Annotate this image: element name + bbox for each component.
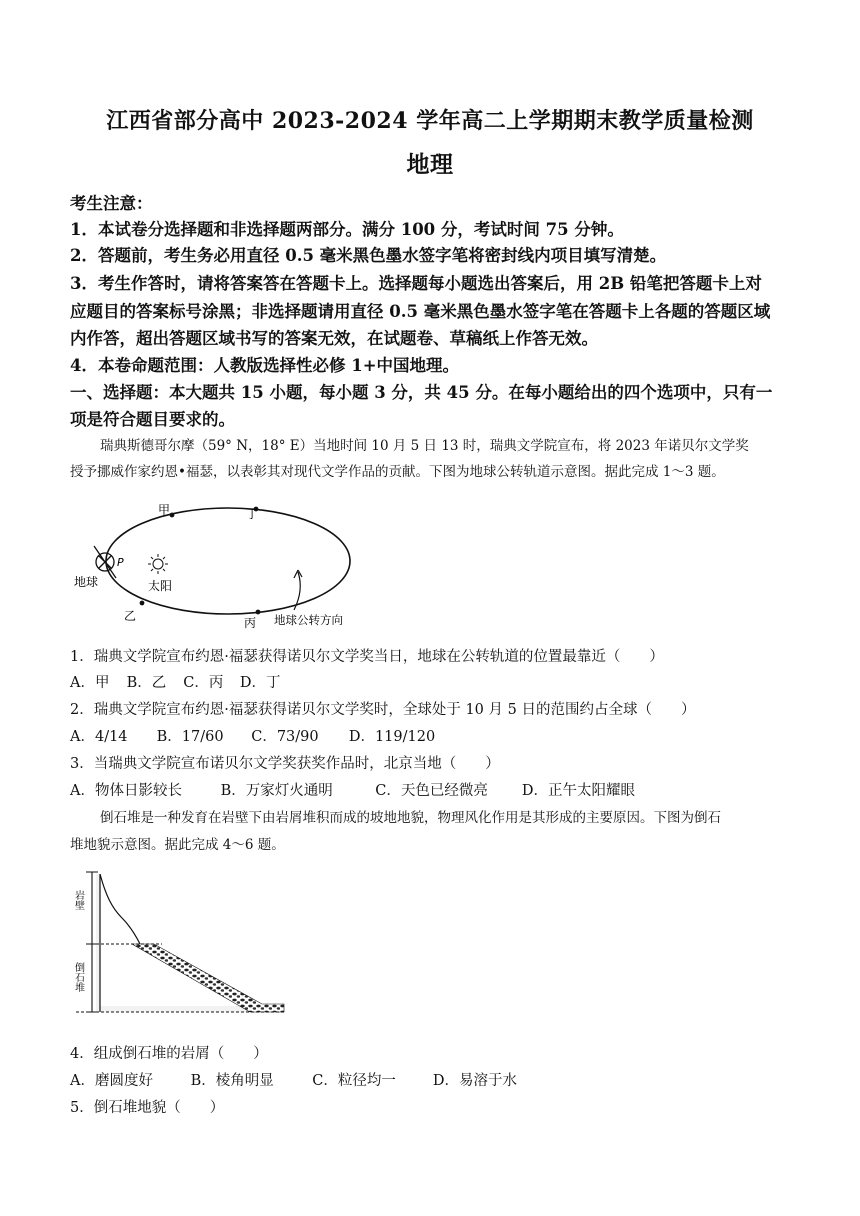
label-scree: 倒石堆 <box>72 962 84 992</box>
cliff-face <box>100 874 140 944</box>
question-options <box>70 779 635 800</box>
label-p: P <box>117 556 124 569</box>
scree-pile <box>132 944 284 1012</box>
notice-item: 3．考生作答时，请将答案答在答题卡上。选择题每小题选出答案后，用 2B 铅笔把答题卡上对 <box>70 274 762 293</box>
label-direction: 地球公转方向 <box>274 613 343 627</box>
section-heading: 项是符合题目要求的。 <box>70 410 235 429</box>
option-d: D．丁 <box>239 675 281 691</box>
question-options <box>70 671 280 692</box>
question-stem: 4．组成倒石堆的岩屑（ ） <box>70 1046 268 1062</box>
passage-text: 授予挪威作家约恩•福瑟，以表彰其对现代文学作品的贡献。下图为地球公转轨道示意图。据此完成 1～3 题。 <box>70 464 725 480</box>
option-c: C．丙 <box>183 675 224 691</box>
option-d: D．易溶于水 <box>432 1073 517 1089</box>
rock-base <box>96 874 282 1012</box>
question-options <box>70 725 435 746</box>
option-b: B．万家灯火通明 <box>220 783 333 799</box>
question-stem: 3．当瑞典文学院宣布诺贝尔文学奖获奖作品时，北京当地（ ） <box>70 756 500 772</box>
sun-icon <box>148 554 168 574</box>
label-cliff: 岩壁 <box>72 890 84 910</box>
label-sun: 太阳 <box>148 579 173 593</box>
subject-title: 地理 <box>406 151 454 178</box>
label-ding: 丁 <box>246 507 259 521</box>
passage-text: 瑞典斯德哥尔摩（59° N，18° E）当地时间 10 月 5 日 13 时，瑞典文学院宣布，将 2023 年诺贝尔文学奖 <box>100 438 749 454</box>
option-c: C．粒径均一 <box>312 1073 396 1089</box>
notice-item: 1．本试卷分选择题和非选择题两部分。满分 100 分，考试时间 75 分钟。 <box>70 220 624 239</box>
question-stem: 2．瑞典文学院宣布约恩·福瑟获得诺贝尔文学奖时，全球处于 10 月 5 日的范围约占全球（ ） <box>70 702 696 718</box>
orbit-ellipse <box>106 508 350 614</box>
notice-item: 2．答题前，考生务必用直径 0.5 毫米黑色墨水签字笔将密封线内项目填写清楚。 <box>70 246 667 265</box>
option-b: B．棱角明显 <box>190 1073 274 1089</box>
option-c: C．73/90 <box>251 729 319 745</box>
passage-text: 倒石堆是一种发育在岩壁下由岩屑堆积而成的坡地地貌，物理风化作用是其形成的主要原因。下图为倒石 <box>100 810 721 826</box>
option-d: D．119/120 <box>348 729 436 745</box>
label-yi: 乙 <box>124 609 137 623</box>
option-a: A．磨圆度好 <box>70 1073 153 1089</box>
question-stem: 5．倒石堆地貌（ ） <box>70 1100 225 1116</box>
passage-text: 堆地貌示意图。据此完成 4～6 题。 <box>70 837 285 853</box>
notice-item: 应题目的答案标号涂黑；非选择题请用直径 0.5 毫米黑色墨水签字笔在答题卡上各题的答题区域 <box>70 302 771 321</box>
notice-item: 内作答，超出答题区域书写的答案无效，在试题卷、草稿纸上作答无效。 <box>70 329 598 348</box>
exam-title: 江西省部分高中 2023-2024 学年高二上学期期末教学质量检测 <box>106 108 754 134</box>
label-bing: 丙 <box>244 616 257 630</box>
label-earth: 地球 <box>74 575 99 589</box>
earth-icon <box>94 546 116 578</box>
notice-heading: 考生注意： <box>70 194 153 213</box>
orbit-point-jia <box>170 513 175 518</box>
option-c: C．天色已经微亮 <box>375 783 488 799</box>
orbit-diagram <box>68 500 378 632</box>
notice-item: 4．本卷命题范围：人教版选择性必修 1+中国地理。 <box>70 356 460 375</box>
section-heading: 一、选择题：本大题共 15 小题，每小题 3 分，共 45 分。在每小题给出的四个选项中，只有一 <box>70 383 773 402</box>
option-b: B．乙 <box>126 675 167 691</box>
label-jia: 甲 <box>158 503 171 517</box>
orbit-point-bing <box>256 610 261 615</box>
scree-diagram <box>72 866 288 1016</box>
option-b: B．17/60 <box>156 729 224 745</box>
option-d: D．正午太阳耀眼 <box>521 783 635 799</box>
orbit-point-yi <box>140 601 145 606</box>
question-options <box>70 1069 517 1090</box>
option-a: A．4/14 <box>70 729 128 745</box>
question-stem: 1．瑞典文学院宣布约恩·福瑟获得诺贝尔文学奖当日，地球在公转轨道的位置最靠近（ ） <box>70 649 664 665</box>
option-a: A．甲 <box>70 675 110 691</box>
option-a: A．物体日影较长 <box>70 783 182 799</box>
